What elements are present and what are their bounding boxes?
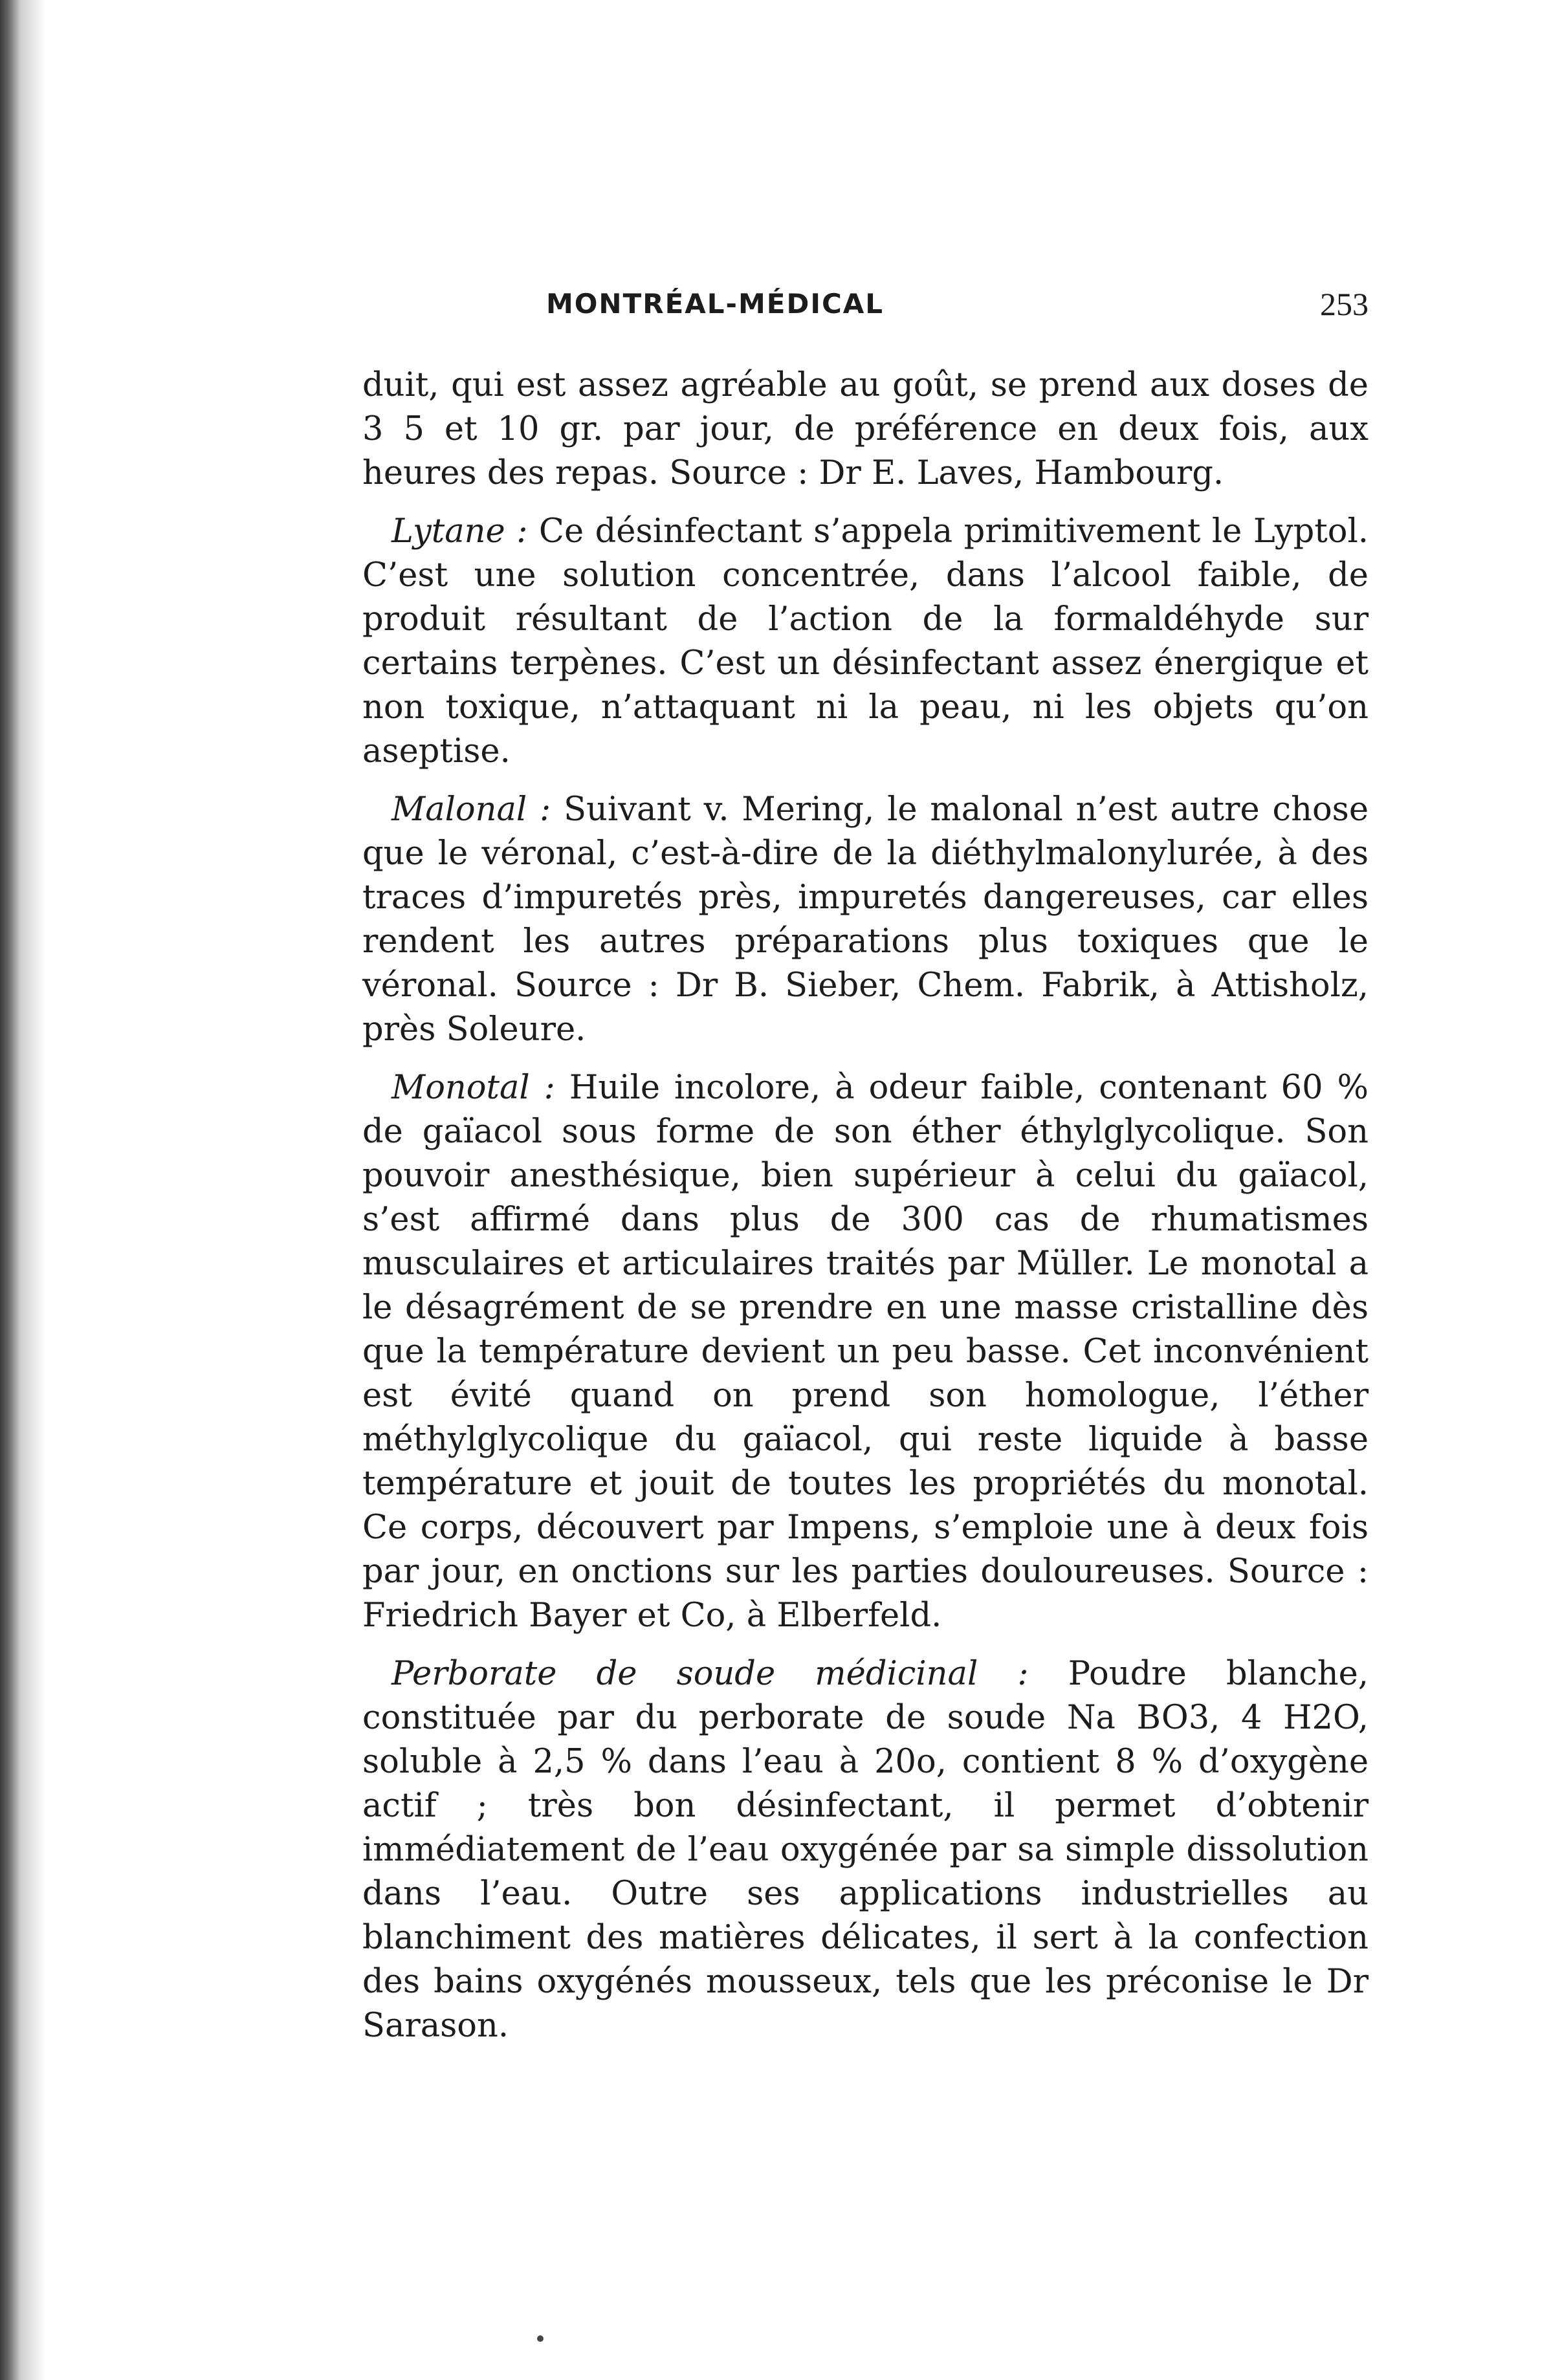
paragraph-text: duit, qui est assez agréable au goût, se prend aux doses de 3 5 et 10 gr. par jour, de préférence en deux fois, aux heures des repas. Source : Dr E. Laves, Hambourg. (362, 366, 1369, 492)
paragraph-text: Ce désinfectant s’appela primitivement le Lyptol. C’est une solution concentrée, dans l’alcool faible, de produit résultant de l’action de la formaldéhyde sur certains terpènes. C’est un désinfectant assez énergique et non toxique, n’attaquant ni la peau, ni les objets qu’on aseptise. (362, 512, 1369, 770)
entry-term: Malonal : (391, 791, 551, 829)
entry-term: Perborate de soude médicinal : (391, 1655, 1029, 1693)
entry-term: Lytane : (391, 512, 528, 551)
paragraph-lytane (362, 510, 1369, 774)
paragraph-text: Poudre blanche, constituée par du perborate de soude Na BO3, 4 H2O, soluble à 2,5 % dans l’eau à 20o, contient 8 % d’oxygène actif ; très bon désinfectant, il permet d’obtenir immédiatement de l’eau oxygénée par sa simple dissolution dans l’eau. Outre ses applications industrielles au blanchiment des matières délicates, il sert à la confection des bains oxygénés mousseux, tels que les préconise le Dr Sarason. (362, 1655, 1369, 2045)
paragraph-monotal (362, 1066, 1369, 1638)
page-header (362, 278, 1369, 330)
paragraph-malonal (362, 788, 1369, 1052)
body-text (362, 364, 1369, 2048)
entry-term: Monotal : (391, 1069, 555, 1107)
paragraph-perborate (362, 1652, 1369, 2048)
paragraph-continuation (362, 364, 1369, 496)
ink-speck (537, 2335, 544, 2342)
paragraph-text: Huile incolore, à odeur faible, contenant 60 % de gaïacol sous forme de son éther éthylglycolique. Son pouvoir anesthésique, bien supérieur à celui du gaïacol, s’est affirmé dans plus de 300 cas de rhumatismes musculaires et articulaires traités par Müller. Le monotal a le désagrément de se prendre en une masse cristalline dès que la température devient un peu basse. Cet inconvénient est évité quand on prend son homologue, l’éther méthylglycolique du gaïacol, qui reste liquide à basse température et jouit de toutes les propriétés du monotal. Ce corps, découvert par Impens, s’emploie une à deux fois par jour, en onctions sur les parties douloureuses. Source : Friedrich Bayer et Co, à Elberfeld. (362, 1069, 1369, 1635)
paragraph-text: Suivant v. Mering, le malonal n’est autre chose que le véronal, c’est-à-dire de la diéthylmalonylurée, à des traces d’impuretés près, impuretés dangereuses, car elles rendent les autres préparations plus toxiques que le véronal. Source : Dr B. Sieber, Chem. Fabrik, à Attisholz, près Soleure. (362, 791, 1369, 1049)
scan-edge-shadow (0, 0, 45, 2380)
running-title: MONTRÉAL-MÉDICAL (545, 288, 885, 320)
page-number: 253 (1320, 286, 1369, 322)
